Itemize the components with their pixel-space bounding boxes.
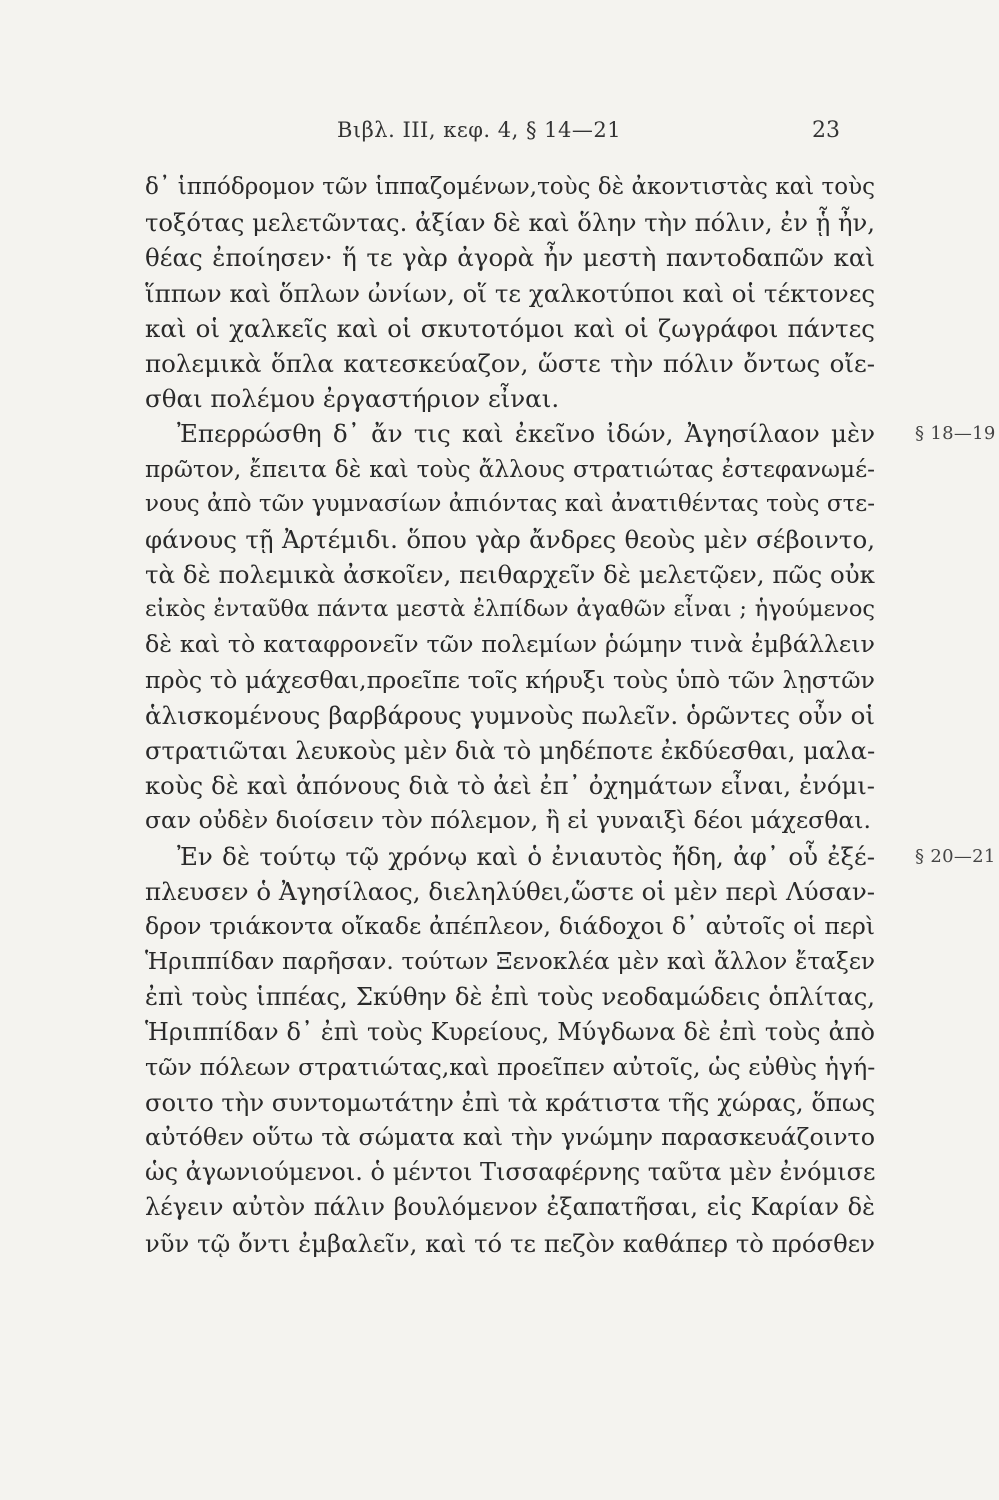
text-line: ἁλισκομένους βαρβάρους γυμνοὺς πωλεῖν. ὁρῶντες οὖν οἱ: [145, 700, 875, 730]
page-number: 23: [812, 118, 840, 143]
text-line: εἰκὸς ἐνταῦθα πάντα μεστὰ ἐλπίδων ἀγαθῶν εἶναι ; ἡγούμενος: [145, 596, 875, 623]
text-line: πρὸς τὸ μάχεσθαι,προεῖπε τοῖς κήρυξι τοὺς ὑπὸ τῶν λῃστῶν: [145, 665, 875, 694]
text-line: ἵππων καὶ ὅπλων ὠνίων, οἵ τε χαλκοτύποι καὶ οἱ τέκτονες: [145, 278, 876, 308]
paragraph-start-line: Ἐν δὲ τούτῳ τῷ χρόνῳ καὶ ὁ ἐνιαυτὸς ἤδη, ἀφ᾽ οὗ ἐξέ- § 20—21: [145, 839, 875, 874]
page-header: [0, 118, 999, 148]
text-line: τὰ δὲ πολεμικὰ ἀσκοῖεν, πειθαρχεῖν δὲ μελετῷεν, πῶς οὐκ: [145, 560, 875, 590]
text-line: στρατιῶται λευκοὺς μὲν διὰ τὸ μηδέποτε ἐκδύεσθαι, μαλα-: [145, 736, 876, 765]
text-line: Ἡριππίδαν δ᾽ ἐπὶ τοὺς Κυρείους, Μύγδωνα δὲ ἐπὶ τοὺς ἀπὸ: [145, 1017, 875, 1046]
body-text: [145, 170, 996, 1261]
running-head: Βιβλ. III, κεφ. 4, § 14—21: [337, 118, 622, 142]
text-line: νῦν τῷ ὄντι ἐμβαλεῖν, καὶ τό τε πεζὸν καθάπερ τὸ πρόσθεν: [145, 1228, 875, 1258]
text-line: τοξότας μελετῶντας. ἀξίαν δὲ καὶ ὅλην τὴν πόλιν, ἐν ᾗ ἦν,: [145, 208, 875, 238]
text-line: Ἡριππίδαν παρῆσαν. τούτων Ξενοκλέα μὲν καὶ ἄλλον ἔταξεν: [145, 948, 875, 976]
text-line: πλευσεν ὁ Ἀγησίλαος, διεληλύθει,ὥστε οἱ μὲν περὶ Λύσαν-: [145, 876, 876, 906]
text-line: σθαι πολέμου ἐργαστήριον εἶναι.: [145, 384, 560, 414]
text-line: νους ἀπὸ τῶν γυμνασίων ἀπιόντας καὶ ἀνατιθέντας τοὺς στε-: [145, 490, 875, 517]
text-line: τῶν πόλεων στρατιώτας,καὶ προεῖπεν αὐτοῖς, ὡς εὐθὺς ἡγή-: [145, 1052, 876, 1081]
margin-note-section: § 18—19: [915, 423, 996, 445]
text-line: κοὺς δὲ καὶ ἀπόνους διὰ τὸ ἀεὶ ἐπ᾽ ὀχημάτων εἶναι, ἐνόμι-: [145, 771, 875, 801]
text-line: πολεμικὰ ὅπλα κατεσκεύαζον, ὥστε τὴν πόλιν ὄντως οἴε-: [145, 348, 875, 378]
margin-note-section: § 20—21: [915, 845, 996, 867]
text-line: θέας ἐποίησεν· ἥ τε γὰρ ἀγορὰ ἦν μεστὴ παντοδαπῶν καὶ: [145, 243, 875, 273]
text-line: σοιτο τὴν συντομωτάτην ἐπὶ τὰ κράτιστα τῆς χώρας, ὅπως: [145, 1087, 876, 1117]
text-line: ὡς ἀγωνιούμενοι. ὁ μέντοι Τισσαφέρνης ταῦτα μὲν ἐνόμισε: [145, 1158, 876, 1187]
text-line: σαν οὐδὲν διοίσειν τὸν πόλεμον, ἢ εἰ γυναιξὶ δέοι μάχεσθαι.: [145, 806, 871, 835]
text-line: δρον τριάκοντα οἴκαδε ἀπέπλεον, διάδοχοι δ᾽ αὐτοῖς οἱ περὶ: [145, 911, 875, 940]
text-line: αὐτόθεν οὕτω τὰ σώματα καὶ τὴν γνώμην παρασκευάζοιντο: [145, 1123, 875, 1152]
text-line: λέγειν αὐτὸν πάλιν βουλόμενον ἐξαπατῆσαι, εἰς Καρίαν δὲ: [145, 1193, 875, 1222]
text-line: καὶ οἱ χαλκεῖς καὶ οἱ σκυτοτόμοι καὶ οἱ ζωγράφοι πάντες: [145, 313, 875, 343]
paragraph-start-line: Ἐπερρώσθη δ᾽ ἄν τις καὶ ἐκεῖνο ἰδών, Ἀγησίλαον μὲν § 18—19: [145, 416, 875, 451]
text-line: φάνους τῇ Ἀρτέμιδι. ὅπου γὰρ ἄνδρες θεοὺς μὲν σέβοιντο,: [145, 524, 875, 554]
text-line: πρῶτον, ἔπειτα δὲ καὶ τοὺς ἄλλους στρατιώτας ἐστεφανωμέ-: [145, 455, 875, 483]
text-line: δ᾽ ἱππόδρομον τῶν ἱππαζομένων,τοὺς δὲ ἀκοντιστὰς καὶ τοὺς: [145, 174, 875, 200]
text-line: ἐπὶ τοὺς ἱππέας, Σκύθην δὲ ἐπὶ τοὺς νεοδαμώδεις ὁπλίτας,: [145, 982, 875, 1012]
text-line: δὲ καὶ τὸ καταφρονεῖν τῶν πολεμίων ῥώμην τινὰ ἐμβάλλειν: [145, 630, 875, 659]
